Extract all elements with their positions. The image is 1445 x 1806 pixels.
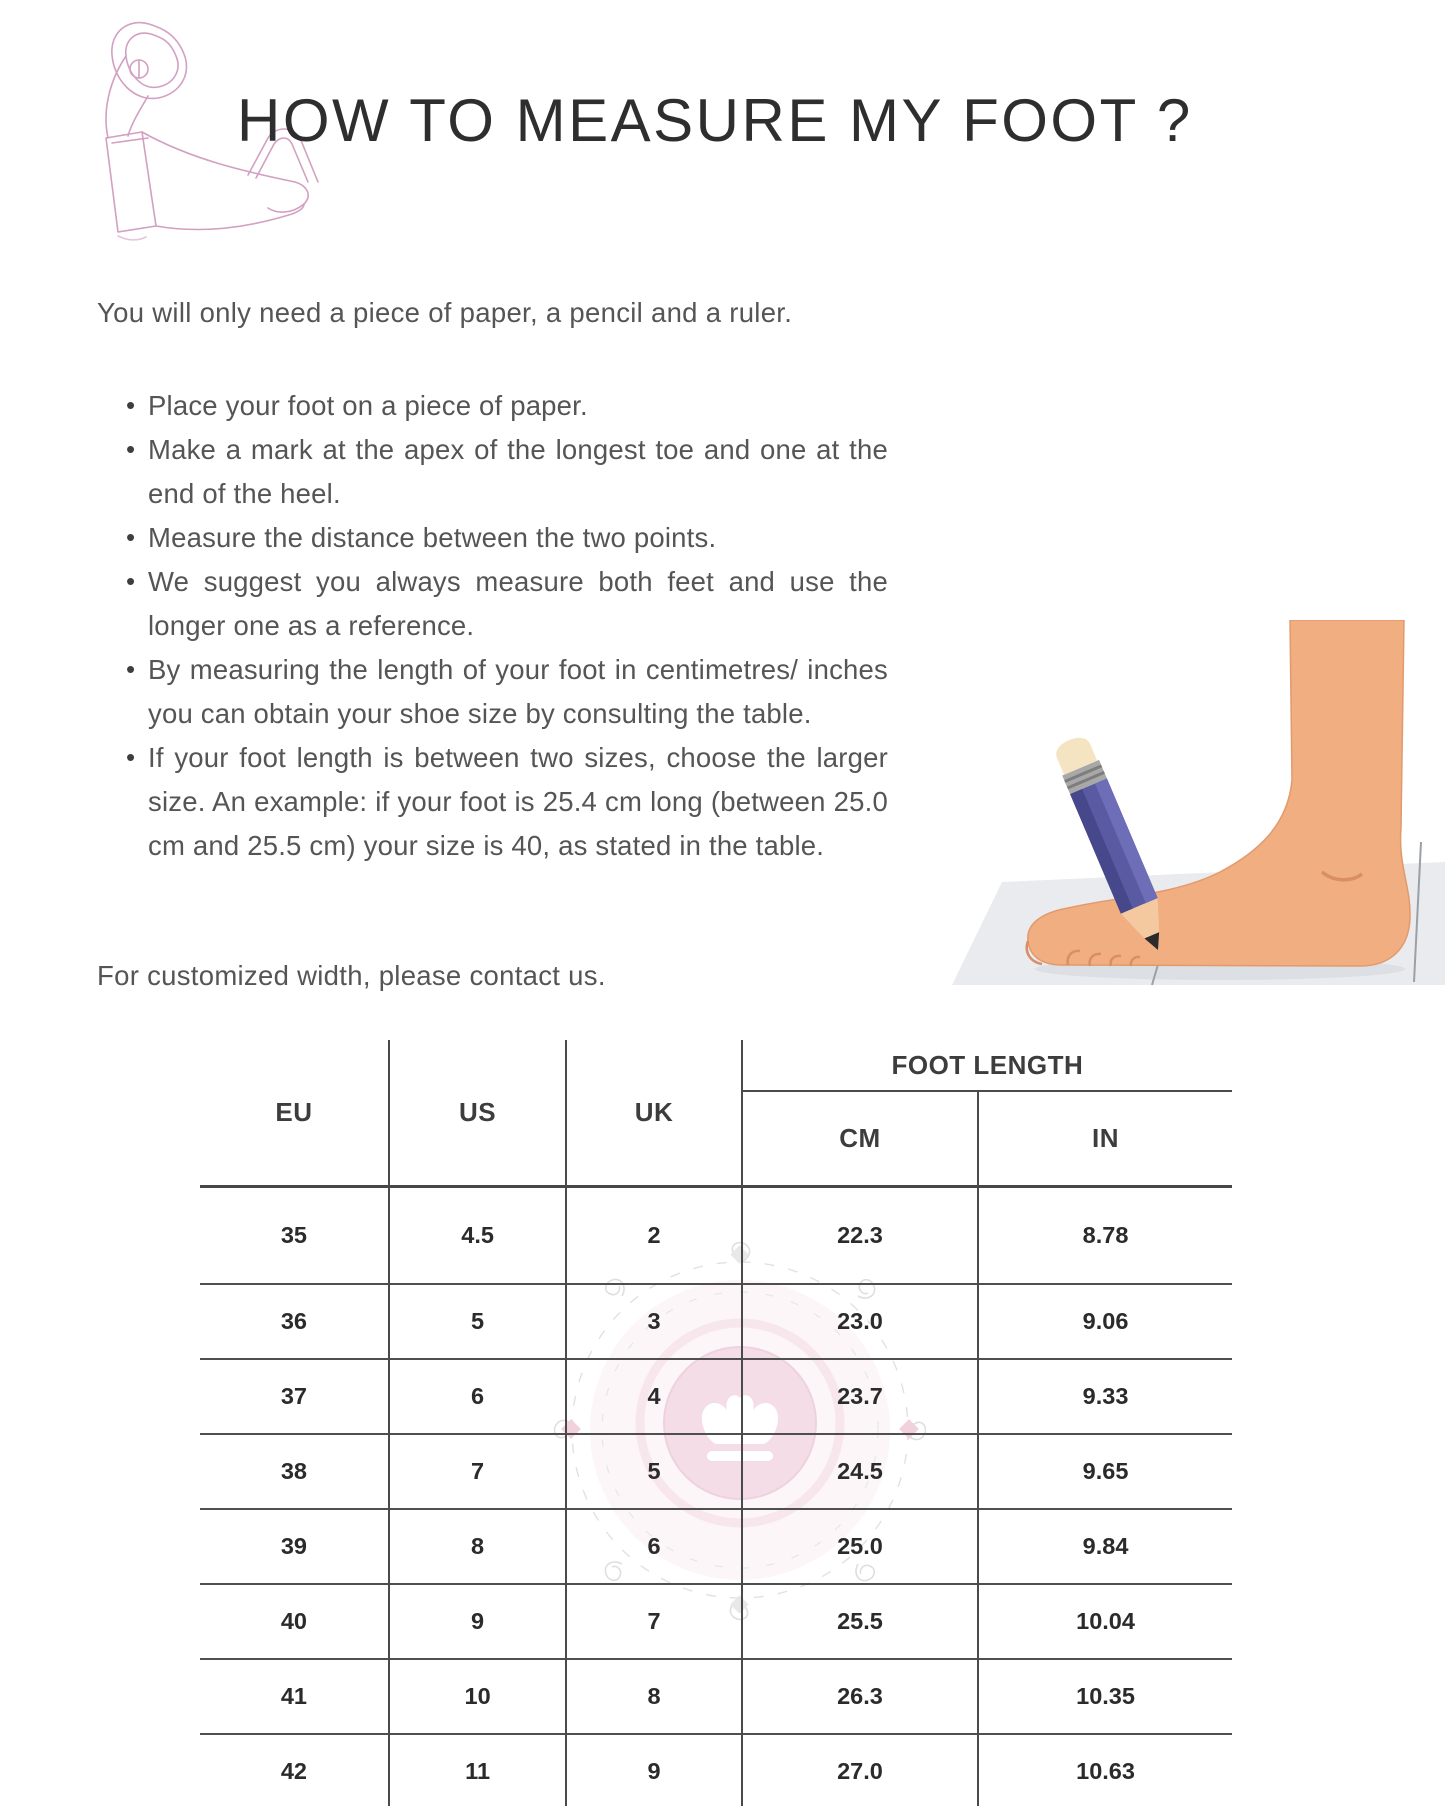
column-group-foot-length: FOOT LENGTH: [742, 1040, 1232, 1091]
size-cell: 10.63: [978, 1734, 1232, 1806]
size-cell: 6: [566, 1509, 741, 1584]
instruction-item: • If your foot length is between two sizes, choose the larger size. An example: if your foot is 25.4 cm long (between 25.0 cm and 25.5 cm) your size is 40, as stated in the table.: [124, 736, 888, 868]
size-cell: 23.7: [742, 1359, 978, 1434]
size-cell: 42: [280, 1758, 307, 1784]
size-cell: 2: [566, 1187, 741, 1285]
size-cell: 9.33: [978, 1359, 1232, 1434]
size-cell: 9.65: [978, 1434, 1232, 1509]
size-cell: 8: [389, 1509, 567, 1584]
size-cell: 36: [280, 1308, 307, 1334]
foot-measuring-illustration: [890, 620, 1445, 1010]
instruction-item: • Make a mark at the apex of the longest toe and one at the end of the heel.: [124, 428, 888, 516]
size-row: [200, 1509, 1232, 1584]
column-header-uk: UK: [566, 1040, 741, 1187]
instruction-list: [124, 384, 888, 868]
intro-text: You will only need a piece of paper, a pencil and a ruler.: [97, 297, 793, 328]
instruction-item: • Measure the distance between the two points.: [124, 516, 888, 560]
customized-width-note: For customized width, please contact us.: [97, 960, 606, 991]
size-row: [200, 1434, 1232, 1509]
size-cell: 6: [389, 1359, 567, 1434]
size-row: [200, 1359, 1232, 1434]
size-cell: 7: [389, 1434, 567, 1509]
size-cell: 10.35: [978, 1659, 1232, 1734]
size-cell: 11: [389, 1734, 567, 1806]
size-cell: 25.5: [742, 1584, 978, 1659]
size-cell: 9: [566, 1734, 741, 1806]
instruction-item: • We suggest you always measure both feet and use the longer one as a reference.: [124, 560, 888, 648]
size-cell: 9: [389, 1584, 567, 1659]
size-row: [200, 1584, 1232, 1659]
size-cell: 9.06: [978, 1284, 1232, 1359]
size-cell: 25.0: [742, 1509, 978, 1584]
size-cell: 8.78: [978, 1187, 1232, 1285]
size-cell: 5: [389, 1284, 567, 1359]
size-row: [200, 1659, 1232, 1734]
instruction-item: • Place your foot on a piece of paper.: [124, 384, 888, 428]
size-cell: 9.84: [978, 1509, 1232, 1584]
size-cell: 39: [280, 1533, 307, 1559]
size-row: [200, 1187, 1232, 1285]
page-title: HOW TO MEASURE MY FOOT ?: [237, 87, 1193, 154]
size-cell: 38: [280, 1458, 307, 1484]
size-cell: 3: [566, 1284, 741, 1359]
column-header-cm: CM: [742, 1091, 978, 1187]
column-header-us: US: [389, 1040, 567, 1187]
size-cell: 37: [280, 1383, 307, 1409]
size-cell: 4.5: [389, 1187, 567, 1285]
column-header-eu: EU: [275, 1097, 313, 1127]
size-cell: 26.3: [742, 1659, 978, 1734]
size-cell: 40: [280, 1608, 307, 1634]
size-cell: 27.0: [742, 1734, 978, 1806]
size-cell: 7: [566, 1584, 741, 1659]
size-row: [200, 1734, 1232, 1806]
size-cell: 24.5: [742, 1434, 978, 1509]
size-cell: 23.0: [742, 1284, 978, 1359]
size-cell: 5: [566, 1434, 741, 1509]
size-table: [200, 1040, 1232, 1806]
size-cell: 4: [566, 1359, 741, 1434]
size-cell: 35: [280, 1222, 307, 1248]
instruction-item: • By measuring the length of your foot in centimetres/ inches you can obtain your shoe size by consulting the table.: [124, 648, 888, 736]
column-header-in: IN: [978, 1091, 1232, 1187]
size-cell: 41: [280, 1683, 307, 1709]
size-cell: 10.04: [978, 1584, 1232, 1659]
size-cell: 10: [389, 1659, 567, 1734]
size-cell: 8: [566, 1659, 741, 1734]
size-cell: 22.3: [742, 1187, 978, 1285]
size-row: [200, 1284, 1232, 1359]
